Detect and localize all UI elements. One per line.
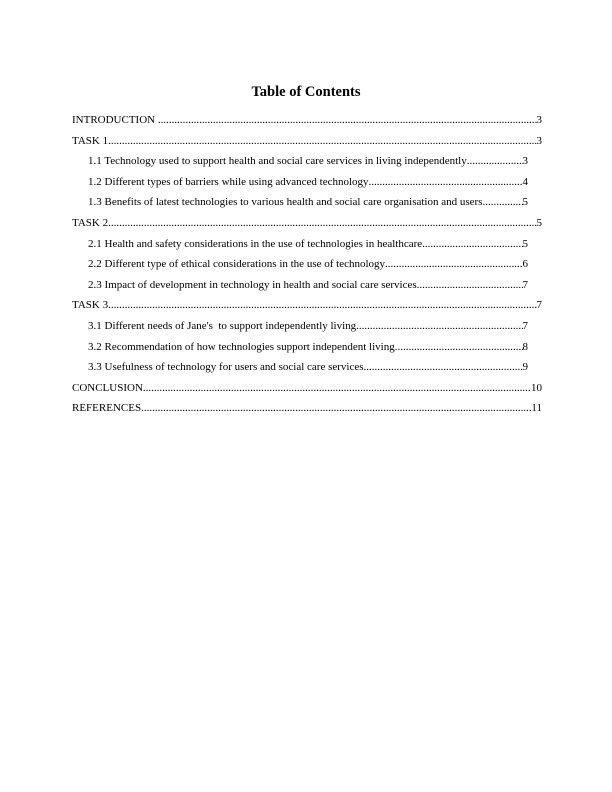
dot-leader <box>395 340 523 354</box>
toc-entry-text: 3.1 Different needs of Jane's to support independently living <box>88 319 357 332</box>
toc-entry-2-2[interactable] <box>72 257 542 278</box>
dot-leader <box>422 237 522 251</box>
toc-page-number: 5 <box>536 216 542 229</box>
toc-title: Table of Contents <box>251 84 361 100</box>
toc-entry-text: 3.2 Recommendation of how technologies support independent living <box>88 340 395 353</box>
toc-entry-text: 2.3 Impact of development in technology in health and social care services <box>88 278 417 291</box>
toc-page-number: 7 <box>536 299 542 312</box>
toc-page-number: 8 <box>522 340 528 353</box>
toc-entry-1-3[interactable] <box>72 195 542 216</box>
dot-leader <box>364 360 523 374</box>
toc-page-number: 4 <box>522 175 528 188</box>
toc-page-number: 3 <box>536 114 542 126</box>
toc-entry-references[interactable] <box>72 401 542 422</box>
toc-page-number: 6 <box>522 258 528 271</box>
toc-entry-introduction[interactable] <box>72 113 542 134</box>
toc-page-number: 3 <box>536 134 542 147</box>
toc-entry-text: CONCLUSION <box>72 381 143 394</box>
toc-entry-text: INTRODUCTION <box>72 114 158 126</box>
toc-entry-text: 3.3 Usefulness of technology for users and social care services <box>88 361 364 374</box>
toc-entry-text: 1.1 Technology used to support health and social care services in living independently <box>88 155 467 168</box>
dot-leader <box>485 195 522 209</box>
toc-entry-text: 1.3 Benefits of latest technologies to various health and social care organisation and users. <box>88 196 486 209</box>
dot-leader <box>143 381 531 395</box>
toc-entry-task-2[interactable] <box>72 216 542 237</box>
toc-list <box>72 113 542 422</box>
dot-leader <box>108 298 536 312</box>
dot-leader <box>369 175 523 189</box>
toc-page-number: 7 <box>522 319 528 332</box>
dot-leader <box>385 257 522 271</box>
dot-leader <box>141 401 531 415</box>
toc-entry-2-3[interactable] <box>72 278 542 299</box>
toc-page-number: 10 <box>531 381 542 394</box>
toc-entry-text: TASK 2 <box>72 216 109 229</box>
toc-entry-2-1[interactable] <box>72 237 542 258</box>
dot-leader <box>108 216 536 230</box>
toc-page-number: 11 <box>531 402 542 415</box>
toc-entry-conclusion[interactable] <box>72 381 542 402</box>
dot-leader <box>467 154 523 168</box>
toc-entry-text: 2.2 Different type of ethical considerations in the use of technology <box>88 258 386 271</box>
toc-page-number: 5 <box>522 196 528 209</box>
dot-leader <box>417 278 523 292</box>
toc-page-number: 3 <box>522 155 528 168</box>
toc-page-number: 5 <box>522 237 528 250</box>
toc-page-number: 9 <box>522 361 528 374</box>
toc-entry-text: 2.1 Health and safety considerations in the use of technologies in healthcare <box>88 237 423 250</box>
toc-entry-text: REFERENCES <box>72 402 142 415</box>
toc-page-number: 7 <box>522 278 528 291</box>
toc-entry-1-2[interactable] <box>72 175 542 196</box>
toc-entry-text: 1.2 Different types of barriers while using advanced technology <box>88 175 369 188</box>
toc-entry-1-1[interactable] <box>72 154 542 175</box>
toc-entry-task-1[interactable] <box>72 134 542 155</box>
toc-entry-task-3[interactable] <box>72 298 542 319</box>
dot-leader <box>356 319 522 333</box>
dot-leader <box>158 113 537 127</box>
toc-entry-3-1[interactable] <box>72 319 542 340</box>
toc-entry-3-3[interactable] <box>72 360 542 381</box>
toc-entry-text: TASK 3 <box>72 299 109 312</box>
dot-leader <box>108 134 536 148</box>
toc-entry-3-2[interactable] <box>72 340 542 361</box>
toc-entry-text: TASK 1 <box>72 134 109 147</box>
